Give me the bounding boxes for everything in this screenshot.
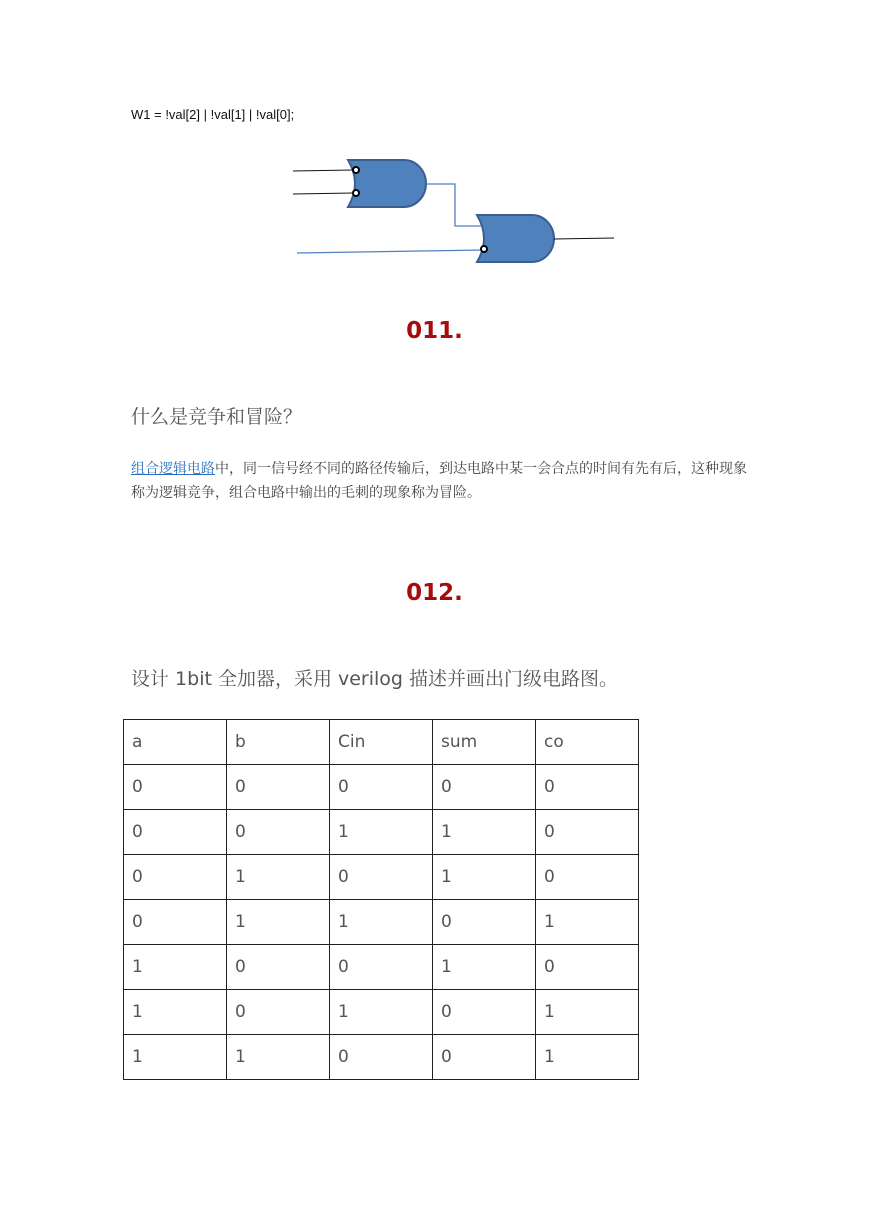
table-cell: 1 [227, 855, 330, 900]
table-row [124, 810, 639, 855]
table-cell: 0 [536, 810, 639, 855]
answer-paragraph [131, 457, 751, 505]
table-cell: 0 [330, 1035, 433, 1080]
question-race-hazard: 什么是竞争和冒险？ [131, 406, 303, 428]
table-cell: 1 [433, 855, 536, 900]
table-cell: 0 [124, 765, 227, 810]
table-cell: 0 [433, 1035, 536, 1080]
or-gate-2 [477, 215, 554, 262]
logic-gate-diagram [0, 0, 869, 300]
table-cell: 1 [536, 900, 639, 945]
header-b: b [227, 720, 330, 765]
header-co: co [536, 720, 639, 765]
section-number-011: 011. [406, 318, 463, 344]
table-cell: 0 [330, 765, 433, 810]
table-cell: 0 [536, 765, 639, 810]
table-cell: 0 [227, 765, 330, 810]
gate1-invert-bubble-1 [353, 167, 359, 173]
table-cell: 1 [536, 990, 639, 1035]
table-cell: 0 [227, 945, 330, 990]
truth-table [123, 719, 639, 1080]
gate1-invert-bubble-2 [353, 190, 359, 196]
table-cell: 0 [227, 990, 330, 1035]
header-cin: Cin [330, 720, 433, 765]
table-cell: 1 [124, 990, 227, 1035]
table-cell: 0 [330, 855, 433, 900]
table-cell: 0 [227, 810, 330, 855]
table-cell: 1 [227, 1035, 330, 1080]
gate1-input-wire-1 [293, 170, 353, 171]
answer-text: 中，同一信号经不同的路径传输后，到达电路中某一会合点的时间有先有后，这种现象称为逻辑竞争，组合电路中输出的毛刺的现象称为冒险。 [131, 461, 747, 501]
or-gate-1 [348, 160, 426, 207]
gate2-input-wire [297, 250, 484, 253]
table-row [124, 945, 639, 990]
table-cell: 0 [433, 765, 536, 810]
gate2-output-wire [554, 238, 614, 239]
table-row [124, 900, 639, 945]
header-a: a [124, 720, 227, 765]
table-cell: 0 [536, 945, 639, 990]
table-cell: 1 [330, 900, 433, 945]
table-cell: 1 [330, 990, 433, 1035]
table-cell: 0 [124, 855, 227, 900]
combinational-logic-link[interactable]: 组合逻辑电路 [131, 461, 215, 477]
table-cell: 1 [433, 945, 536, 990]
table-cell: 0 [536, 855, 639, 900]
table-cell: 0 [330, 945, 433, 990]
table-row [124, 990, 639, 1035]
header-sum: sum [433, 720, 536, 765]
table-row [124, 1035, 639, 1080]
table-cell: 1 [330, 810, 433, 855]
table-cell: 1 [433, 810, 536, 855]
question-full-adder: 设计 1bit 全加器，采用 verilog 描述并画出门级电路图。 [131, 668, 619, 690]
table-cell: 1 [124, 1035, 227, 1080]
gate2-invert-bubble [481, 246, 487, 252]
gate1-input-wire-2 [293, 193, 353, 194]
table-cell: 0 [433, 990, 536, 1035]
table-cell: 0 [433, 900, 536, 945]
table-cell: 1 [124, 945, 227, 990]
table-row [124, 855, 639, 900]
table-cell: 0 [124, 900, 227, 945]
table-cell: 1 [536, 1035, 639, 1080]
gate-connect-wire [426, 184, 482, 226]
table-cell: 0 [124, 810, 227, 855]
section-number-012: 012. [406, 580, 463, 606]
code-expression: W1 = !val[2] | !val[1] | !val[0]; [131, 107, 295, 122]
table-cell: 1 [227, 900, 330, 945]
table-row [124, 765, 639, 810]
table-header-row [124, 720, 639, 765]
